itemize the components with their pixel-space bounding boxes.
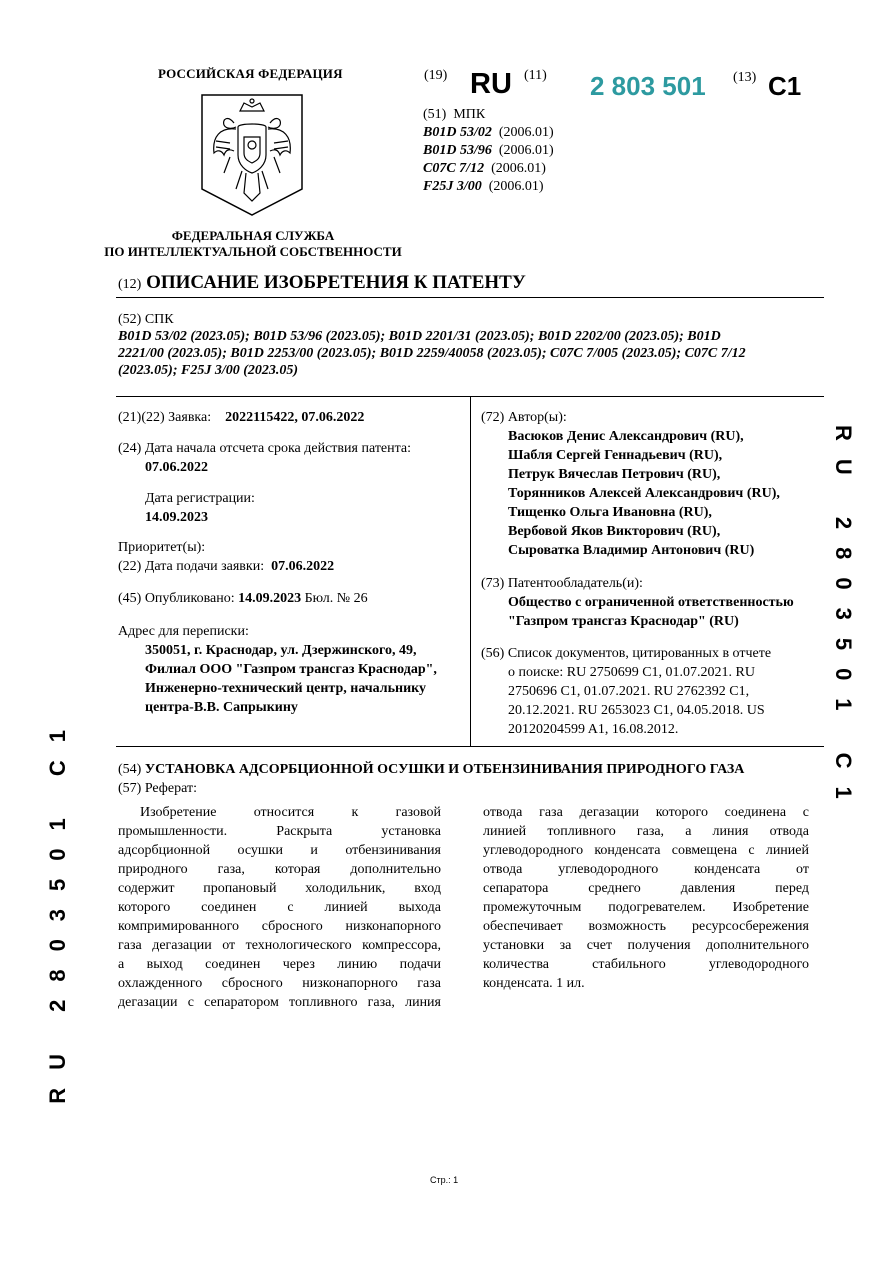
code-11: (11) [524,68,547,83]
author-name: Торянников Алексей Александрович (RU), [508,486,780,501]
ipc-item: F25J 3/00 (2006.01) [423,179,544,194]
registration-info [118,489,468,527]
application-label: (21)(22) Заявка: [118,410,212,425]
cpc-code: (52) [118,312,142,327]
cpc-classes [118,328,828,379]
author-name: Вербовой Яков Викторович (RU), [508,524,721,539]
title-text: УСТАНОВКА АДСОРБЦИОННОЙ ОСУШКИ И ОТБЕНЗИНИВАНИЯ ПРИРОДНОГО ГАЗА [144,762,745,777]
country-code: RU [470,68,512,100]
author-name: Петрук Вячеслав Петрович (RU), [508,467,721,482]
owner-line: Общество с ограниченной ответственностью [508,595,794,610]
doc-type-title: ОПИСАНИЕ ИЗОБРЕТЕНИЯ К ПАТЕНТУ [146,272,526,293]
author-name: Шабля Сергей Геннадьевич (RU), [508,448,723,463]
citation-line: о поиске: RU 2750699 C1, 01.07.2021. RU [508,665,755,680]
owner-block [481,574,816,631]
abstract-line: линией топливного газа, а линия отвода [483,824,809,839]
term-start [118,439,468,477]
citation-line: 20.12.2021. RU 2653023 C1, 04.05.2018. US [508,703,765,718]
document-type [118,272,526,294]
bulletin-label: Бюл. № 26 [304,591,368,606]
abstract-left-column [118,803,441,1012]
code-19: (19) [424,68,448,83]
title-rule [116,297,824,298]
state-emblem-icon [200,93,304,217]
address-label: Адрес для переписки: [118,624,249,639]
citations-label: (56) Список документов, цитированных в отчете [481,646,772,661]
agency-name [96,228,410,260]
cpc-label: СПК [144,312,174,327]
agency-line-2: ПО ИНТЕЛЛЕКТУАЛЬНОЙ СОБСТВЕННОСТИ [104,244,402,259]
published-value: 14.09.2023 [238,591,302,606]
ipc-label: МПК [453,107,486,122]
ipc-item: C07C 7/12 (2006.01) [423,161,546,176]
owner-line: "Газпром трансгаз Краснодар" (RU) [508,614,739,629]
abstract-line: отвода газа дегазации которого соединена с [483,805,809,820]
registration-label: Дата регистрации: [145,491,255,506]
abstract-label: (57) Реферат: [118,781,197,796]
address-line: 350051, г. Краснодар, ул. Дзержинского, 49, [145,643,417,658]
abstract-line: отвода углеводородного конденсата от [483,862,809,877]
authors-label: (72) Автор(ы): [481,410,567,425]
abstract-line: промежуточным подогревателем. Изобретение [483,900,809,915]
address-block [118,622,468,717]
cpc-line: 2221/00 (2023.05); B01D 2253/00 (2023.05); B01D 2259/40058 (2023.05); C07C 7/005 (2023.05); C07C 7/12 [118,346,746,361]
ipc-item: B01D 53/02 (2006.01) [423,125,554,140]
address-line: центра-В.В. Сапрыкину [145,700,298,715]
cpc-heading [118,312,174,328]
abstract-line: сепаратора среднего давления перед [483,881,809,896]
invention-title [118,762,744,778]
author-name: Тищенко Ольга Ивановна (RU), [508,505,712,520]
abstract-line: промышленности. Раскрыта установка [118,824,441,839]
abstract-line: газа дегазации от технологического компрессора, [118,938,441,953]
citation-line: 2750696 C1, 01.07.2021. RU 2762392 C1, [508,684,750,699]
abstract-line: углеводородного конденсата совмещена с линией [483,843,809,858]
cpc-line: (2023.05); F25J 3/00 (2023.05) [118,363,299,378]
owner-label: (73) Патентообладатель(и): [481,576,643,591]
abstract-line: дегазации с сепаратором топливного газа, линия [118,995,441,1010]
author-name: Сыроватка Владимир Антонович (RU) [508,543,755,558]
country-name: РОССИЙСКАЯ ФЕДЕРАЦИЯ [158,66,343,81]
cpc-line: B01D 53/02 (2023.05); B01D 53/96 (2023.05); B01D 2201/31 (2023.05); B01D 2202/00 (2023.05); B01D [118,329,721,344]
abstract-line: которого соединен с линией выхода [118,900,441,915]
authors-block [481,408,816,560]
term-start-label: (24) Дата начала отсчета срока действия патента: [118,441,412,456]
term-start-value: 07.06.2022 [145,460,208,475]
patent-kind: C1 [768,71,802,101]
ipc-list [423,124,554,196]
address-line: Инженерно-технический центр, начальнику [145,681,427,696]
patent-number: 2 803 501 [590,71,706,101]
priority-info [118,538,468,576]
doc-type-code: (12) [118,277,142,292]
section-rule-bottom [116,746,824,747]
citation-line: 20120204599 A1, 16.08.2012. [508,722,679,737]
ipc-code: (51) [423,107,447,122]
abstract-line: установки за счет получения дополнительного [483,938,809,953]
abstract-line: содержит пропановый холодильник, вход [118,881,441,896]
agency-line-1: ФЕДЕРАЛЬНАЯ СЛУЖБА [171,228,335,243]
ipc-heading [423,106,485,124]
address-line: Филиал ООО "Газпром трансгаз Краснодар", [145,662,437,677]
author-name: Васюков Денис Александрович (RU), [508,429,744,444]
ipc-item: B01D 53/96 (2006.01) [423,143,554,158]
filing-date: (22) Дата подачи заявки: 07.06.2022 [118,559,335,574]
abstract-line: количества стабильного углеводородного [483,957,809,972]
side-identifier-left: RU 2803501 C1 [45,712,70,1104]
application-info [118,408,468,427]
abstract-line: обеспечивает возможность ресурсосбережения [483,919,809,934]
abstract-line: природного газа, которая дополнительно [118,862,441,877]
priority-label: Приоритет(ы): [118,540,206,555]
published-label: (45) Опубликовано: [118,591,235,606]
abstract-line: Изобретение относится к газовой [140,805,441,820]
abstract-line: охлажденного сбросного низконапорного газа [118,976,441,991]
side-identifier-right: RU 2803501 C1 [831,425,856,817]
title-code: (54) [118,762,142,777]
registration-value: 14.09.2023 [145,510,208,525]
abstract-line: конденсата. 1 ил. [483,976,585,991]
page-number: Стр.: 1 [430,1175,459,1185]
abstract-line: адсорбционной осушки и отбензинивания [118,843,441,858]
code-13: (13) [733,70,757,85]
abstract-line: компримированного сбросного низконапорного [118,919,441,934]
application-value: 2022115422, 07.06.2022 [225,410,365,425]
column-divider [470,396,471,746]
citations-block [481,644,816,739]
abstract-line: а выход соединен через линию подачи [118,957,441,972]
published-info [118,589,468,608]
abstract-right-column [483,803,809,993]
